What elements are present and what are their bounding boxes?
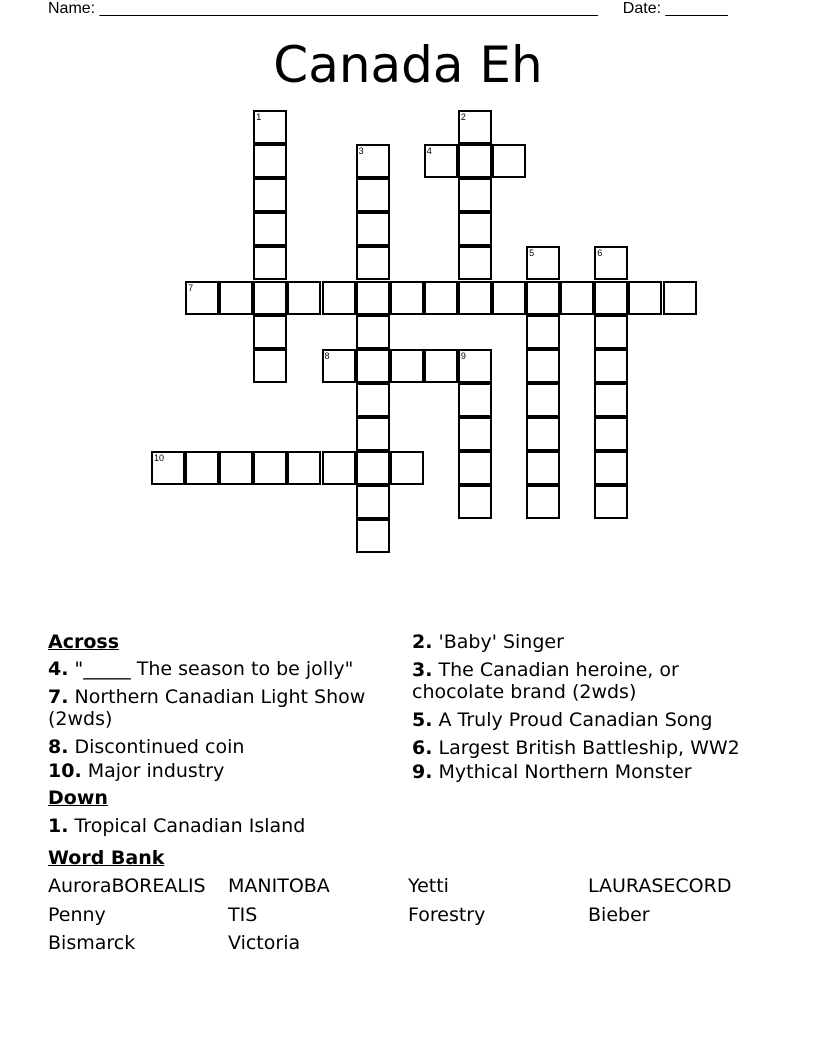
clue-down-9: 9. Mythical Northern Monster [412,761,692,783]
clues-left-column [48,631,393,837]
grid-cell[interactable] [458,485,492,519]
clue-number: 2 [460,112,466,122]
grid-cell[interactable] [356,383,390,417]
across-heading: Across [48,631,120,653]
grid-cell[interactable] [594,485,628,519]
grid-cell[interactable] [458,383,492,417]
grid-cell[interactable] [458,451,492,485]
grid-cell[interactable] [458,212,492,246]
grid-cell[interactable] [526,451,560,485]
grid-cell[interactable] [253,178,287,212]
grid-cell[interactable] [594,281,628,315]
grid-cell[interactable] [287,281,321,315]
grid-cell[interactable] [424,349,458,383]
word-bank-word: Bismarck [48,932,136,954]
grid-cell[interactable] [253,349,287,383]
grid-cell[interactable] [253,451,287,485]
word-bank-word: Yetti [408,875,449,897]
grid-cell[interactable] [322,281,356,315]
grid-cell[interactable] [390,451,424,485]
word-bank-word: Forestry [408,904,486,926]
word-bank-heading: Word Bank [48,847,165,869]
clue-number: 9 [460,350,466,361]
grid-cell[interactable] [356,246,390,280]
grid-cell[interactable] [356,212,390,246]
grid-cell[interactable] [492,281,526,315]
puzzle-title: Canada Eh [273,36,543,94]
grid-cell[interactable] [628,281,662,315]
grid-cell[interactable] [526,485,560,519]
grid-cell[interactable] [356,519,390,553]
clue-down-1: 1. Tropical Canadian Island [48,815,306,837]
grid-cell[interactable] [253,144,287,178]
grid-cell[interactable] [219,281,253,315]
clue-down-3: 3. The Canadian heroine, or chocolate brand (2wds) [412,659,679,703]
grid-cell[interactable] [594,417,628,451]
clue-down-6: 6. Largest British Battleship, WW2 [412,737,740,759]
clue-across-8: 8. Discontinued coin [48,736,245,758]
word-bank-word: TIS [228,904,258,926]
grid-cell[interactable] [356,451,390,485]
grid-cell[interactable] [594,349,628,383]
clue-number: 5 [529,248,535,259]
clue-down-5: 5. A Truly Proud Canadian Song [412,709,713,731]
grid-cell[interactable] [663,281,697,315]
clue-number: 8 [324,350,330,361]
name-label: Name: [48,0,96,17]
grid-cell[interactable] [253,212,287,246]
grid-cell[interactable] [390,349,424,383]
word-bank-word: MANITOBA [228,875,330,897]
clue-number: 3 [358,146,364,157]
word-bank-word: AuroraBOREALIS [48,875,206,897]
grid-cell[interactable] [253,281,287,315]
grid-cell[interactable] [526,417,560,451]
grid-cell[interactable] [594,451,628,485]
date-label: Date: [622,0,662,17]
clue-number: 1 [256,112,262,122]
grid-cell[interactable] [356,178,390,212]
grid-cell[interactable] [458,417,492,451]
grid-cell[interactable] [356,417,390,451]
clue-across-10: 10. Major industry [48,760,225,782]
clue-number: 6 [597,248,603,259]
grid-cell[interactable] [322,451,356,485]
word-bank-word: Bieber [588,904,650,926]
clue-across-4: 4. "_____ The season to be jolly" [48,658,354,680]
grid-cell[interactable] [390,281,424,315]
clue-number: 10 [154,453,165,463]
grid-cell[interactable] [458,178,492,212]
grid-cell[interactable] [594,383,628,417]
grid-cell[interactable] [356,349,390,383]
clues-right-column [412,631,742,783]
grid-cell[interactable] [356,485,390,519]
clue-down-2: 2. 'Baby' Singer [412,631,564,653]
date-line[interactable]: _______ [665,0,728,17]
grid-cell[interactable] [253,246,287,280]
grid-cell[interactable] [526,315,560,349]
word-bank-word: LAURASECORD [588,875,732,897]
grid-cell[interactable] [526,349,560,383]
clue-number: 4 [426,146,432,157]
clue-number: 7 [188,282,194,293]
grid-cell[interactable] [458,144,492,178]
grid-cell[interactable] [356,315,390,349]
grid-cell[interactable] [185,451,219,485]
word-bank-word: Penny [48,904,106,926]
grid-cell[interactable] [560,281,594,315]
name-line[interactable]: ________________________________________________________ [99,0,598,17]
grid-cell[interactable] [526,281,560,315]
grid-cell[interactable] [492,144,526,178]
word-bank-word: Victoria [228,932,301,954]
grid-cell[interactable] [526,383,560,417]
grid-cell[interactable] [424,281,458,315]
grid-cell[interactable] [458,246,492,280]
down-heading: Down [48,787,108,809]
grid-cell[interactable] [356,281,390,315]
grid-cell[interactable] [458,281,492,315]
clue-across-7: 7. Northern Canadian Light Show (2wds) [48,686,366,730]
grid-cell[interactable] [594,315,628,349]
grid-cell[interactable] [253,315,287,349]
grid-cell[interactable] [287,451,321,485]
grid-cell[interactable] [219,451,253,485]
